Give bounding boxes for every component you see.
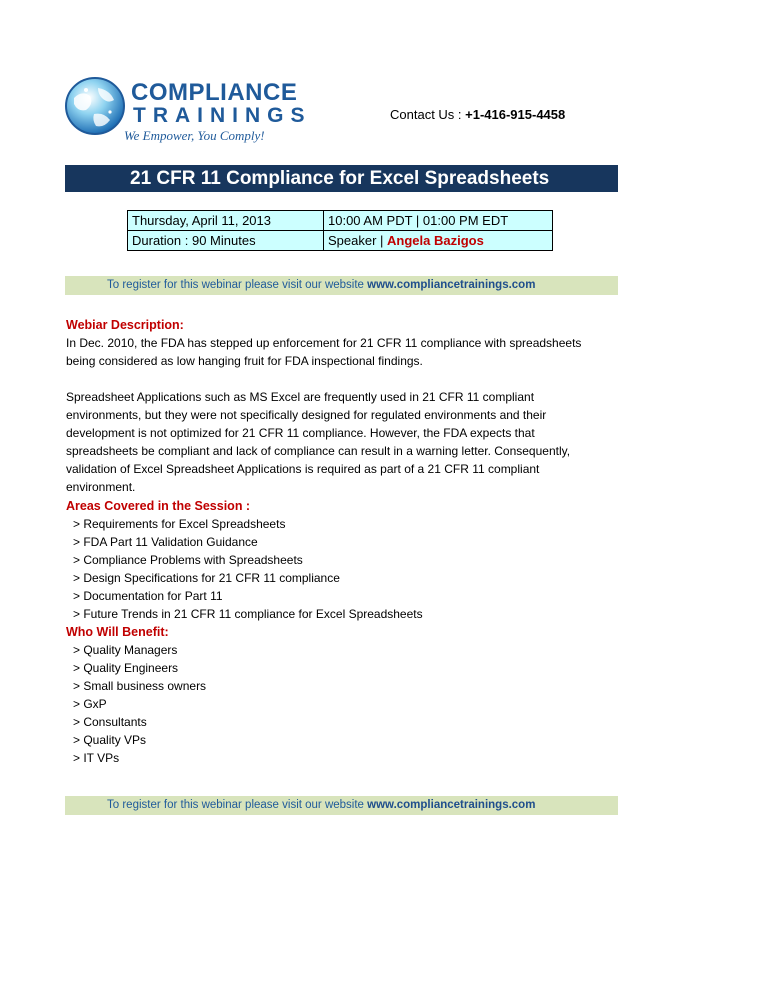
description-line: environments, but they were not specifically designed for regulated environments and their (66, 408, 547, 422)
contact-label: Contact Us : (390, 107, 466, 122)
benefit-list-item: > Quality Engineers (73, 661, 179, 675)
description-line: spreadsheets be compliant and lack of compliance can result in a warning letter. Consequently, (66, 444, 571, 458)
webinar-date: Thursday, April 11, 2013 (128, 211, 324, 231)
contact-phone[interactable]: +1-416-915-4458 (465, 107, 566, 122)
info-row-duration-speaker (128, 231, 553, 251)
description-line: being considered as low hanging fruit for FDA inspectional findings. (66, 354, 423, 368)
benefit-list-item: > Quality Managers (73, 643, 178, 657)
description-line: Spreadsheet Applications such as MS Excel are frequently used in 21 CFR 11 compliant (66, 390, 535, 404)
register-prompt: To register for this webinar please visit our website (107, 279, 368, 291)
benefit-list-item: > IT VPs (73, 751, 120, 765)
webinar-time: 10:00 AM PDT | 01:00 PM EDT (324, 211, 553, 231)
description-line: In Dec. 2010, the FDA has stepped up enforcement for 21 CFR 11 compliance with spreadsheets (66, 336, 582, 350)
register-link[interactable]: www.compliancetrainings.com (367, 799, 536, 811)
speaker-label: Speaker | (328, 233, 388, 248)
webinar-duration: Duration : 90 Minutes (128, 231, 324, 251)
register-prompt: To register for this webinar please visit our website (107, 799, 368, 811)
register-bar-bottom (65, 796, 618, 815)
logo-globe-icon (64, 76, 126, 136)
description-line: development is not optimized for 21 CFR 11 compliance. However, the FDA expects that (66, 426, 535, 440)
benefit-list-item: > GxP (73, 697, 107, 711)
description-line: environment. (66, 480, 136, 494)
register-text (107, 276, 535, 295)
description-heading: Webiar Description: (66, 318, 184, 332)
areas-heading: Areas Covered in the Session : (66, 499, 251, 513)
main-content (66, 316, 611, 767)
register-link[interactable]: www.compliancetrainings.com (367, 279, 536, 291)
areas-list-item: > Requirements for Excel Spreadsheets (73, 517, 286, 531)
areas-list-item: > Future Trends in 21 CFR 11 compliance for Excel Spreadsheets (73, 607, 423, 621)
logo-tagline: We Empower, You Comply! (124, 128, 265, 143)
speaker-name: Angela Bazigos (387, 233, 484, 248)
logo-word-compliance: COMPLIANCE (131, 79, 298, 106)
benefit-list-item: > Consultants (73, 715, 147, 729)
areas-list-item: > Compliance Problems with Spreadsheets (73, 553, 303, 567)
benefit-list-item: > Quality VPs (73, 733, 147, 747)
areas-list-item: > FDA Part 11 Validation Guidance (73, 535, 258, 549)
areas-list-item: > Documentation for Part 11 (73, 589, 223, 603)
logo-word-trainings: TRAININGS (133, 104, 312, 127)
register-text (107, 796, 535, 815)
info-row-date-time (128, 211, 553, 231)
webinar-info-table (127, 210, 553, 251)
benefit-heading: Who Will Benefit: (66, 625, 169, 639)
contact-line (390, 107, 565, 122)
webinar-speaker (324, 231, 553, 251)
areas-list-item: > Design Specifications for 21 CFR 11 compliance (73, 571, 340, 585)
description-line: validation of Excel Spreadsheet Applications is required as part of a 21 CFR 11 compliant (66, 462, 540, 476)
page-title: 21 CFR 11 Compliance for Excel Spreadsheets (130, 168, 550, 189)
benefit-list-item: > Small business owners (73, 679, 207, 693)
register-bar-top (65, 276, 618, 295)
